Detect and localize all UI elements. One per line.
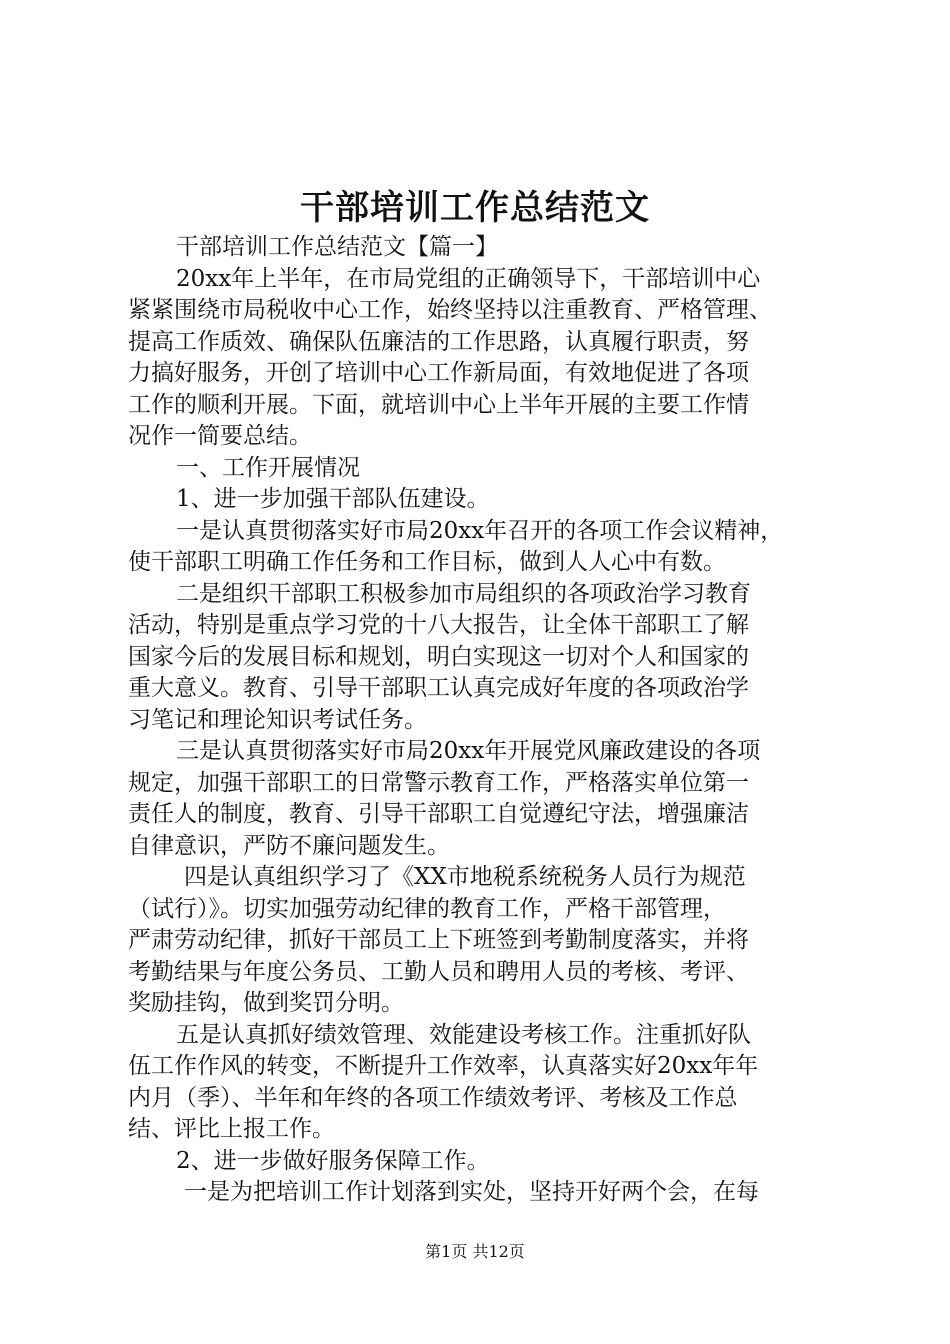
text-line: 工作的顺利开展。下面，就培训中心上半年开展的主要工作情 [128,391,749,418]
text-line: 况作一简要总结。 [128,423,312,449]
text-line: 严肃劳动纪律，抓好干部员工上下班签到考勤制度落实，并将 [128,927,749,953]
text-line: 四是认真组织学习了《XX市地税系统税务人员行为规范 [184,864,746,890]
text-line: 20xx年上半年，在市局党组的正确领导下，干部培训中心 [176,265,761,292]
document-title: 干部培训工作总结范文 [300,188,650,228]
text-line: 内月（季）、半年和年终的各项工作绩效考评、考核及工作总 [128,1084,738,1111]
section-heading: 一、工作开展情况 [176,454,360,481]
text-line: 活动，特别是重点学习党的十八大报告，让全体干部职工了解 [128,612,749,638]
text-line: 提高工作质效、确保队伍廉洁的工作思路，认真履行职责，努 [128,328,749,355]
document-body [128,232,828,1209]
text-line: 一是为把培训工作计划落到实处，坚持开好两个会，在每 [184,1179,759,1205]
text-line: 二是组织干部职工积极参加市局组织的各项政治学习教育 [176,580,751,607]
text-line: 考勤结果与年度公务员、工勤人员和聘用人员的考核、考评、 [128,958,749,985]
text-line: 干部培训工作总结范文【篇一】 [176,234,498,260]
text-line: 责任人的制度，教育、引导干部职工自觉遵纪守法，增强廉洁 [128,801,749,827]
text-line: 习笔记和理论知识考试任务。 [128,706,427,733]
text-line: 国家今后的发展目标和规划，明白实现这一切对个人和国家的 [128,643,749,670]
text-line: 力搞好服务，开创了培训中心工作新局面，有效地促进了各项 [128,360,749,386]
text-line: 一是认真贯彻落实好市局20xx年召开的各项工作会议精神， [176,517,784,544]
text-line: 紧紧围绕市局税收中心工作，始终坚持以注重教育、严格管理、 [128,297,772,323]
text-line: 重大意义。教育、引导干部职工认真完成好年度的各项政治学 [128,675,749,701]
text-line: 使干部职工明确工作任务和工作目标，做到人人心中有数。 [128,549,726,575]
page-footer: 第1页 共12页 [425,1242,525,1261]
text-line: 三是认真贯彻落实好市局20xx年开展党风廉政建设的各项 [176,738,761,764]
text-line: 结、评比上报工作。 [128,1116,335,1142]
text-line: 自律意识，严防不廉问题发生。 [128,832,450,859]
subsection-heading: 1、进一步加强干部队伍建设。 [176,486,490,512]
text-line: 五是认真抓好绩效管理、效能建设考核工作。注重抓好队 [176,1021,751,1048]
subsection-heading: 2、进一步做好服务保障工作。 [176,1147,490,1174]
text-line: 奖励挂钩，做到奖罚分明。 [128,990,404,1016]
text-line: 规定，加强干部职工的日常警示教育工作，严格落实单位第一 [128,769,749,796]
text-line: 伍工作作风的转变，不断提升工作效率，认真落实好20xx年年 [128,1053,759,1079]
text-line: （试行）》。切实加强劳动纪律的教育工作，严格干部管理， [128,895,726,922]
